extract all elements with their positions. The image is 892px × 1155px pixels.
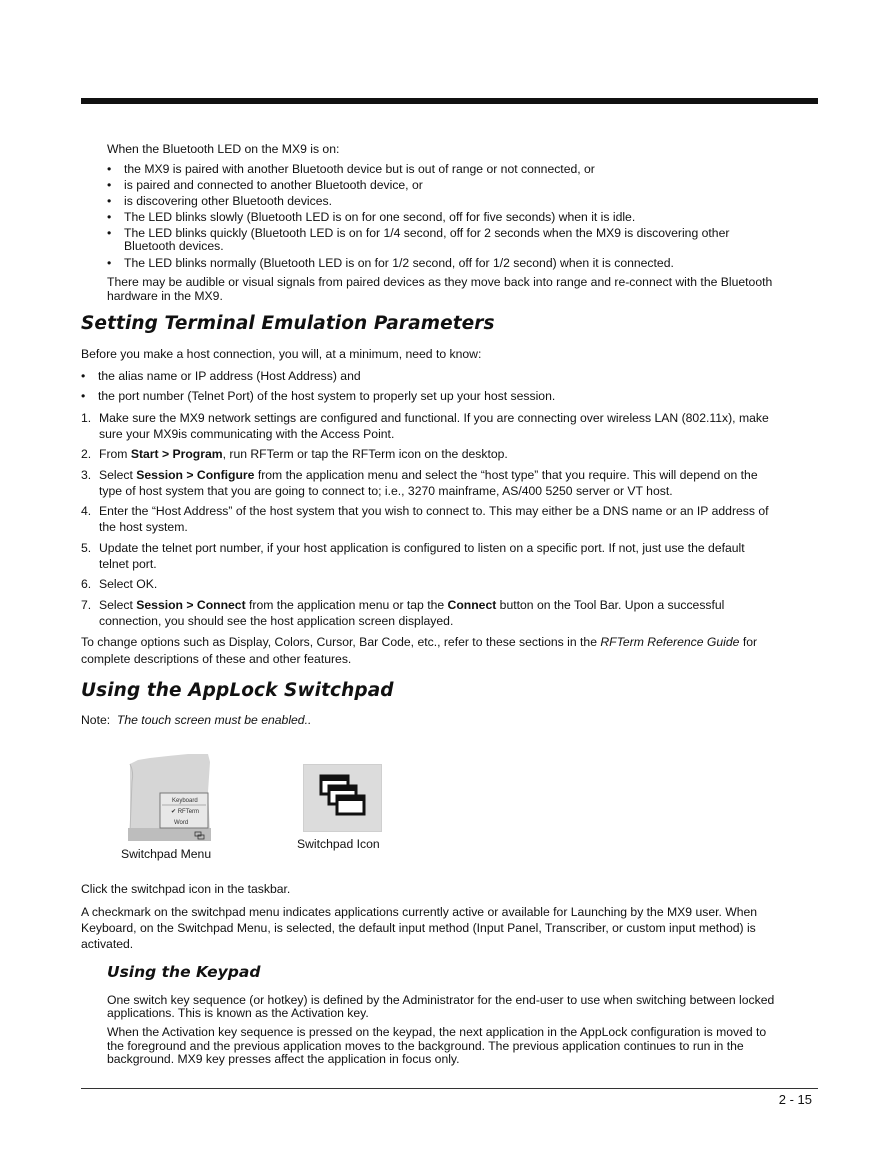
step-5-continuation: telnet port. (99, 557, 157, 571)
section-lead: Before you make a host connection, you will, at a minimum, need to know: (81, 347, 482, 361)
switchpad-menu-illustration (128, 752, 211, 841)
keypad-paragraph-1b: applications. This is known as the Activation key. (107, 1006, 369, 1020)
header-rule (81, 98, 818, 104)
list-item-continuation: Bluetooth devices. (124, 239, 224, 253)
checkmark-paragraph-3: activated. (81, 937, 134, 951)
section-heading: Setting Terminal Emulation Parameters (81, 313, 495, 334)
keypad-paragraph-2: When the Activation key sequence is pressed on the keypad, the next application in the AppLock configuration is moved to (107, 1025, 767, 1039)
switchpad-icon-figure (303, 764, 382, 832)
keypad-paragraph-1: One switch key sequence (or hotkey) is defined by the Administrator for the end-user to use when switching between locked (107, 993, 775, 1007)
checkmark-paragraph-2: Keyboard, on the Switchpad Menu, is selected, the default input method (Input Panel, Transcriber, or custom input method) is (81, 921, 756, 935)
step-3-continuation: type of host system that you are going to connect to; i.e., 3270 mainframe, AS/400 5250 server or VT host. (99, 484, 673, 498)
keypad-paragraph-2c: background. MX9 key presses affect the application in focus only. (107, 1052, 460, 1066)
options-paragraph: To change options such as Display, Colors, Cursor, Bar Code, etc., refer to these sections in the RFTerm Reference Guide for (81, 635, 758, 649)
caption-switchpad-icon: Switchpad Icon (297, 837, 380, 851)
note-text: The touch screen must be enabled.. (116, 713, 312, 727)
note (81, 713, 311, 728)
checkmark-paragraph: A checkmark on the switchpad menu indicates applications currently active or available for Launching by the MX9 user. When (81, 905, 758, 919)
footer-rule (81, 1088, 818, 1089)
click-instruction: Click the switchpad icon in the taskbar. (81, 882, 291, 896)
switchpad-icon (304, 765, 381, 831)
section-heading: Using the AppLock Switchpad (81, 680, 394, 701)
subsection-heading: Using the Keypad (107, 963, 261, 981)
page-number: 2 - 15 (778, 1092, 812, 1107)
intro-lead: When the Bluetooth LED on the MX9 is on: (107, 142, 340, 156)
caption-switchpad-menu: Switchpad Menu (121, 847, 212, 861)
menu-item-word: Word (174, 820, 189, 826)
menu-item-keyboard: Keyboard (172, 798, 198, 804)
intro-closing-2: hardware in the MX9. (107, 289, 223, 303)
switchpad-menu-figure (128, 752, 211, 841)
options-paragraph-2: complete descriptions of these and other features. (81, 652, 352, 666)
note-label: Note: (81, 713, 111, 727)
keypad-paragraph-2b: the foreground and the previous application moves to the background. The previous application continues to run in the (107, 1039, 744, 1053)
step-1-continuation: sure your MX9is communicating with the Access Point. (99, 427, 395, 441)
intro-closing: There may be audible or visual signals from paired devices as they move back into range and re-connect with the Bluetooth (107, 275, 773, 289)
reference-guide-title: RFTerm Reference Guide (600, 635, 740, 649)
step-7-continuation: connection, you should see the host application screen displayed. (99, 614, 454, 628)
menu-item-rfterm: ✔ RFTerm (171, 809, 200, 815)
step-4-continuation: the host system. (99, 520, 188, 534)
